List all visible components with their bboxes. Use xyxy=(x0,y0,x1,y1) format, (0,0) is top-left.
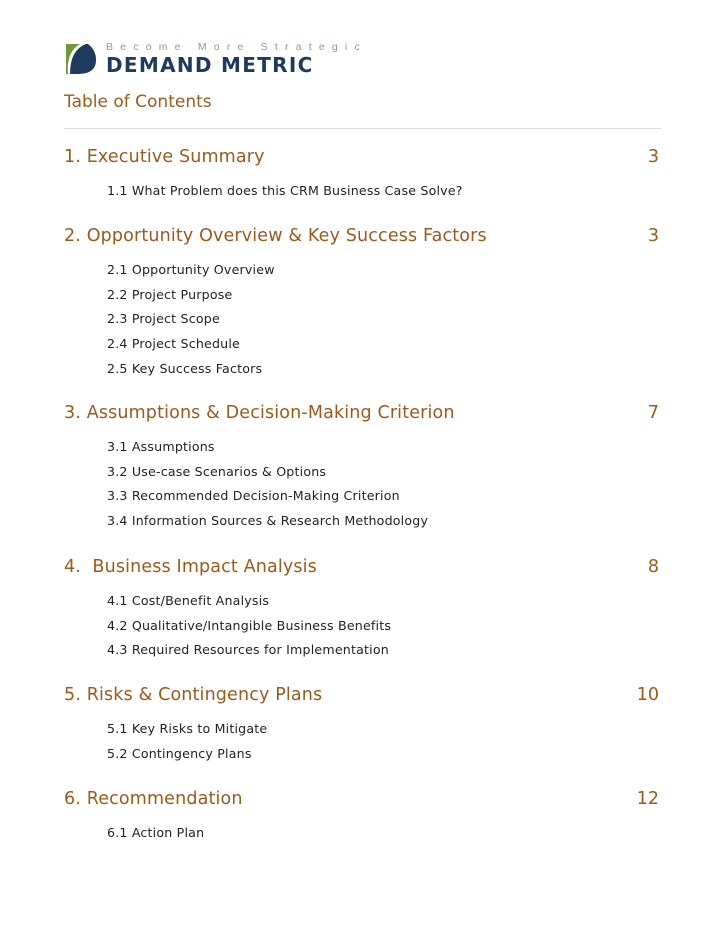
toc-section xyxy=(64,789,661,846)
brand-name: DEMAND METRIC xyxy=(106,53,314,77)
brand-tagline: Become More Strategic xyxy=(106,41,367,53)
brand-logo xyxy=(64,40,367,80)
toc-section xyxy=(64,147,661,204)
section-page-number[interactable]: 12 xyxy=(636,789,659,809)
section-title[interactable]: 4. Business Impact Analysis xyxy=(64,557,317,577)
demand-metric-logo-icon xyxy=(64,42,98,76)
section-page-number[interactable]: 7 xyxy=(647,403,659,423)
section-title[interactable]: 3. Assumptions & Decision-Making Criterion xyxy=(64,403,455,423)
subsection-item[interactable]: 3.2 Use-case Scenarios & Options xyxy=(107,463,327,479)
section-page-number[interactable]: 3 xyxy=(647,226,659,246)
subsection-item[interactable]: 6.1 Action Plan xyxy=(107,825,205,840)
subsection-item[interactable]: 3.1 Assumptions xyxy=(107,439,215,454)
subsection-item[interactable]: 4.2 Qualitative/Intangible Business Benefits xyxy=(107,617,392,633)
toc-section xyxy=(64,226,661,381)
subsection-item[interactable]: 2.5 Key Success Factors xyxy=(107,360,263,376)
section-title[interactable]: 2. Opportunity Overview & Key Success Factors xyxy=(64,226,487,246)
subsection-item[interactable]: 3.4 Information Sources & Research Methodology xyxy=(107,513,429,529)
subsection-item[interactable]: 3.3 Recommended Decision-Making Criterion xyxy=(107,488,400,504)
section-title[interactable]: 1. Executive Summary xyxy=(64,147,265,167)
subsection-item[interactable]: 1.1 What Problem does this CRM Business Case Solve? xyxy=(107,183,463,198)
subsection-item[interactable]: 2.2 Project Purpose xyxy=(107,286,233,302)
subsection-item[interactable]: 5.2 Contingency Plans xyxy=(107,745,252,761)
section-page-number[interactable]: 3 xyxy=(647,147,659,167)
subsection-item[interactable]: 5.1 Key Risks to Mitigate xyxy=(107,721,268,736)
toc-section xyxy=(64,685,661,766)
subsection-item[interactable]: 2.4 Project Schedule xyxy=(107,336,240,352)
subsection-item[interactable]: 2.3 Project Scope xyxy=(107,311,220,327)
toc-section xyxy=(64,403,661,534)
subsection-item[interactable]: 4.1 Cost/Benefit Analysis xyxy=(107,593,270,608)
header-divider xyxy=(64,128,661,129)
section-title[interactable]: 5. Risks & Contingency Plans xyxy=(64,685,323,705)
toc-section xyxy=(64,557,661,663)
section-page-number[interactable]: 8 xyxy=(647,557,659,577)
toc-title: Table of Contents xyxy=(64,92,212,112)
subsection-item[interactable]: 4.3 Required Resources for Implementation xyxy=(107,642,389,658)
subsection-item[interactable]: 2.1 Opportunity Overview xyxy=(107,262,275,277)
section-title[interactable]: 6. Recommendation xyxy=(64,789,243,809)
section-page-number[interactable]: 10 xyxy=(636,685,659,705)
